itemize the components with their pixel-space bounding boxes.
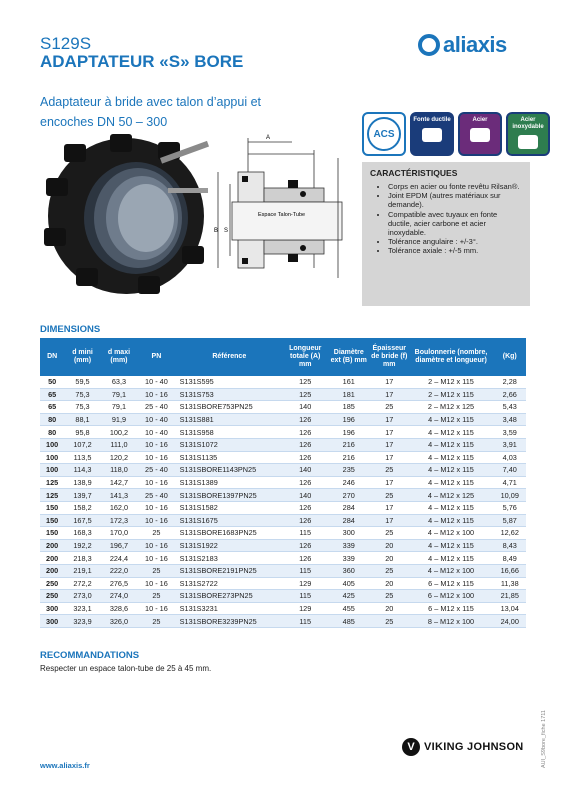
table-cell: 10 - 16: [137, 438, 175, 451]
table-cell: 10 - 16: [137, 514, 175, 527]
table-cell: 168,3: [64, 527, 100, 540]
list-item: • Joint EPDM (autres matériaux sur demande).: [388, 191, 522, 209]
table-cell: 4 – M12 x 115: [408, 426, 493, 439]
table-cell: 339: [328, 539, 371, 552]
table-cell: S131SBORE3239PN25: [176, 615, 283, 628]
table-row: [40, 401, 526, 414]
table-cell: 17: [370, 388, 408, 401]
table-row: [40, 501, 526, 514]
table-cell: 20: [370, 539, 408, 552]
table-cell: 25: [370, 401, 408, 414]
table-cell: 65: [40, 388, 64, 401]
table-cell: 218,3: [64, 552, 100, 565]
table-cell: 126: [283, 438, 328, 451]
table-cell: S131S958: [176, 426, 283, 439]
table-cell: 246: [328, 476, 371, 489]
table-cell: 405: [328, 577, 371, 590]
table-cell: 270: [328, 489, 371, 502]
table-cell: 129: [283, 577, 328, 590]
table-cell: 25: [137, 527, 175, 540]
table-cell: 273,0: [64, 590, 100, 603]
table-cell: 8 – M12 x 100: [408, 615, 493, 628]
col-header: Boulonnerie (nombre, diamètre et longueur): [408, 338, 493, 376]
table-cell: 126: [283, 539, 328, 552]
table-cell: 17: [370, 426, 408, 439]
table-row: [40, 527, 526, 540]
table-cell: 150: [40, 527, 64, 540]
table-cell: 17: [370, 438, 408, 451]
table-cell: 181: [328, 388, 371, 401]
table-cell: 115: [283, 590, 328, 603]
logo-text: aliaxis: [443, 32, 507, 57]
table-cell: 6 – M12 x 100: [408, 590, 493, 603]
table-cell: 17: [370, 514, 408, 527]
table-cell: 323,9: [64, 615, 100, 628]
table-cell: 25: [137, 615, 175, 628]
table-cell: 25 - 40: [137, 401, 175, 414]
table-cell: 125: [283, 376, 328, 388]
table-cell: 3,59: [494, 426, 526, 439]
table-cell: 25: [370, 564, 408, 577]
table-cell: 200: [40, 552, 64, 565]
table-row: [40, 539, 526, 552]
table-cell: 126: [283, 514, 328, 527]
table-cell: 216: [328, 438, 371, 451]
table-cell: 25: [370, 590, 408, 603]
table-cell: 100,2: [101, 426, 137, 439]
table-cell: 65: [40, 401, 64, 414]
table-cell: 125: [40, 489, 64, 502]
table-cell: 326,0: [101, 615, 137, 628]
viking-johnson-logo: [402, 738, 524, 756]
table-cell: 185: [328, 401, 371, 414]
table-cell: 24,00: [494, 615, 526, 628]
table-cell: S131SBORE1397PN25: [176, 489, 283, 502]
characteristics-title: CARACTÉRISTIQUES: [370, 168, 458, 178]
table-cell: S131S1135: [176, 451, 283, 464]
table-cell: 125: [40, 476, 64, 489]
table-row: [40, 489, 526, 502]
table-cell: 17: [370, 501, 408, 514]
list-item: • Tolérance axiale : +/-5 mm.: [388, 246, 522, 255]
table-cell: 5,87: [494, 514, 526, 527]
recommendations-title: RECOMMANDATIONS: [40, 650, 140, 661]
table-cell: 50: [40, 376, 64, 388]
col-header: d maxi (mm): [101, 338, 137, 376]
table-cell: 4 – M12 x 100: [408, 564, 493, 577]
table-row: [40, 590, 526, 603]
table-cell: 115: [283, 527, 328, 540]
table-cell: 2,66: [494, 388, 526, 401]
pipe-icon: [470, 128, 490, 142]
table-cell: 216: [328, 451, 371, 464]
table-cell: 7,40: [494, 464, 526, 477]
table-cell: 75,3: [64, 388, 100, 401]
table-cell: 8,43: [494, 539, 526, 552]
dim-s-label: S: [224, 228, 229, 234]
table-cell: 172,3: [101, 514, 137, 527]
table-cell: S131S1922: [176, 539, 283, 552]
table-cell: S131SBORE2191PN25: [176, 564, 283, 577]
table-cell: 126: [283, 476, 328, 489]
table-cell: 4 – M12 x 115: [408, 438, 493, 451]
dimensions-table-body: [40, 376, 526, 627]
document-code: AUI_S9bore_fiche 1711: [541, 710, 547, 768]
table-cell: 80: [40, 413, 64, 426]
table-cell: 95,8: [64, 426, 100, 439]
table-cell: 88,1: [64, 413, 100, 426]
table-cell: 274,0: [101, 590, 137, 603]
table-cell: 3,48: [494, 413, 526, 426]
table-cell: 10 - 40: [137, 426, 175, 439]
table-cell: 339: [328, 552, 371, 565]
table-cell: 17: [370, 476, 408, 489]
table-cell: 10 - 16: [137, 501, 175, 514]
cert-acs: [362, 112, 406, 156]
table-cell: 235: [328, 464, 371, 477]
table-cell: 2 – M12 x 115: [408, 388, 493, 401]
table-cell: 150: [40, 501, 64, 514]
col-header: Longueur totale (A) mm: [283, 338, 328, 376]
table-cell: S131SBORE1143PN25: [176, 464, 283, 477]
table-cell: 200: [40, 564, 64, 577]
table-cell: 125: [283, 388, 328, 401]
table-cell: 192,2: [64, 539, 100, 552]
table-cell: 4 – M12 x 115: [408, 413, 493, 426]
table-cell: 91,9: [101, 413, 137, 426]
table-row: [40, 564, 526, 577]
table-cell: 20: [370, 552, 408, 565]
certification-badges: [362, 112, 550, 156]
table-cell: 75,3: [64, 401, 100, 414]
table-cell: S131S1072: [176, 438, 283, 451]
table-cell: 222,0: [101, 564, 137, 577]
table-cell: 59,5: [64, 376, 100, 388]
table-cell: 113,5: [64, 451, 100, 464]
table-cell: 126: [283, 451, 328, 464]
table-cell: 158,2: [64, 501, 100, 514]
table-cell: 485: [328, 615, 371, 628]
table-cell: 126: [283, 413, 328, 426]
dim-a-label: A: [266, 135, 271, 141]
col-header: PN: [137, 338, 175, 376]
table-cell: 16,66: [494, 564, 526, 577]
table-cell: 10 - 40: [137, 413, 175, 426]
viking-v-icon: V: [402, 738, 420, 756]
table-cell: S131S1582: [176, 501, 283, 514]
table-cell: 140: [283, 464, 328, 477]
table-cell: 219,1: [64, 564, 100, 577]
cert-acier-inox: [506, 112, 550, 156]
table-cell: 10 - 16: [137, 451, 175, 464]
table-cell: 300: [328, 527, 371, 540]
table-cell: 120,2: [101, 451, 137, 464]
characteristics-box: [362, 162, 530, 306]
table-cell: S131SBORE753PN25: [176, 401, 283, 414]
table-cell: 200: [40, 539, 64, 552]
table-row: [40, 577, 526, 590]
table-cell: 25: [137, 590, 175, 603]
table-cell: 118,0: [101, 464, 137, 477]
table-cell: 140: [283, 401, 328, 414]
table-cell: 12,62: [494, 527, 526, 540]
table-cell: 10 - 16: [137, 602, 175, 615]
dimensions-table: [40, 338, 526, 628]
table-cell: 150: [40, 514, 64, 527]
table-cell: 161: [328, 376, 371, 388]
table-row: [40, 615, 526, 628]
pipe-icon: [422, 128, 442, 142]
product-code: S129S: [40, 34, 92, 53]
table-row: [40, 514, 526, 527]
list-item: • Tolérance angulaire : +/-3°.: [388, 237, 522, 246]
table-cell: 5,76: [494, 501, 526, 514]
cert-fonte-ductile: [410, 112, 454, 156]
table-cell: 170,0: [101, 527, 137, 540]
table-cell: 111,0: [101, 438, 137, 451]
col-header: (Kg): [494, 338, 526, 376]
table-cell: 4 – M12 x 115: [408, 552, 493, 565]
table-row: [40, 451, 526, 464]
table-cell: 10 - 16: [137, 552, 175, 565]
table-cell: 4 – M12 x 115: [408, 464, 493, 477]
table-row: [40, 464, 526, 477]
table-row: [40, 476, 526, 489]
table-cell: S131S2722: [176, 577, 283, 590]
table-cell: S131S1389: [176, 476, 283, 489]
table-cell: 6 – M12 x 115: [408, 577, 493, 590]
table-cell: 4 – M12 x 115: [408, 514, 493, 527]
footer-url-link[interactable]: www.aliaxis.fr: [40, 761, 90, 770]
table-cell: 162,0: [101, 501, 137, 514]
table-cell: 360: [328, 564, 371, 577]
table-row: [40, 388, 526, 401]
product-photo: [40, 128, 219, 298]
table-cell: 8,49: [494, 552, 526, 565]
table-cell: 25: [370, 527, 408, 540]
table-cell: 425: [328, 590, 371, 603]
cert-label: Acier inoxydable: [512, 117, 544, 130]
table-cell: 17: [370, 376, 408, 388]
table-cell: 250: [40, 590, 64, 603]
viking-johnson-text: VIKING JOHNSON: [424, 741, 524, 753]
table-cell: 25 - 40: [137, 489, 175, 502]
table-cell: 2,28: [494, 376, 526, 388]
table-cell: 10 - 16: [137, 476, 175, 489]
table-cell: 17: [370, 413, 408, 426]
table-cell: 79,1: [101, 388, 137, 401]
cert-label: Acier: [472, 117, 488, 123]
table-cell: 80: [40, 426, 64, 439]
table-cell: 5,43: [494, 401, 526, 414]
dimensions-title: DIMENSIONS: [40, 324, 101, 335]
col-header: Diamètre ext (B) mm: [328, 338, 371, 376]
table-cell: 21,85: [494, 590, 526, 603]
table-row: [40, 426, 526, 439]
col-header: Épaisseur de bride (f) mm: [370, 338, 408, 376]
table-cell: 25 - 40: [137, 464, 175, 477]
table-row: [40, 602, 526, 615]
page-subtitle: Adaptateur à bride avec talon d’appui et encoches DN 50 – 300: [40, 95, 261, 129]
table-cell: 100: [40, 451, 64, 464]
table-cell: 323,1: [64, 602, 100, 615]
table-cell: 6 – M12 x 115: [408, 602, 493, 615]
table-cell: 17: [370, 451, 408, 464]
table-cell: 20: [370, 577, 408, 590]
dim-b-label: B: [214, 228, 219, 234]
table-cell: 10,09: [494, 489, 526, 502]
table-cell: 4 – M12 x 115: [408, 501, 493, 514]
table-cell: 114,3: [64, 464, 100, 477]
table-cell: 100: [40, 464, 64, 477]
table-cell: 4 – M12 x 125: [408, 489, 493, 502]
table-cell: 4 – M12 x 115: [408, 476, 493, 489]
acs-badge-icon: ACS: [367, 117, 401, 151]
col-header: DN: [40, 338, 64, 376]
table-row: [40, 438, 526, 451]
list-item: • Compatible avec tuyaux en fonte ductile, acier carbone et acier inoxydable.: [388, 210, 522, 238]
table-cell: 328,6: [101, 602, 137, 615]
table-cell: 284: [328, 514, 371, 527]
list-item: • Corps en acier ou fonte revêtu Rilsan®.: [388, 182, 522, 191]
cert-label: Fonte ductile: [413, 117, 451, 123]
table-cell: S131SBORE1683PN25: [176, 527, 283, 540]
table-cell: 100: [40, 438, 64, 451]
table-cell: 4 – M12 x 115: [408, 451, 493, 464]
table-cell: 224,4: [101, 552, 137, 565]
table-cell: 140: [283, 489, 328, 502]
table-cell: 250: [40, 577, 64, 590]
table-cell: 10 - 40: [137, 376, 175, 388]
table-cell: 272,2: [64, 577, 100, 590]
table-cell: 139,7: [64, 489, 100, 502]
table-cell: S131S1675: [176, 514, 283, 527]
table-cell: 10 - 16: [137, 577, 175, 590]
table-header-row: [40, 338, 526, 376]
table-cell: 25: [370, 489, 408, 502]
technical-drawing: [214, 128, 356, 296]
table-cell: 126: [283, 552, 328, 565]
table-cell: 455: [328, 602, 371, 615]
table-cell: 126: [283, 426, 328, 439]
table-cell: 141,3: [101, 489, 137, 502]
table-cell: 11,38: [494, 577, 526, 590]
table-cell: 13,04: [494, 602, 526, 615]
table-cell: 196: [328, 426, 371, 439]
table-cell: S131S2183: [176, 552, 283, 565]
table-cell: 300: [40, 615, 64, 628]
table-cell: 142,7: [101, 476, 137, 489]
space-label: Espace Talon-Tube: [258, 212, 306, 218]
page-title: ADAPTATEUR «S» BORE: [40, 52, 244, 71]
table-cell: 167,5: [64, 514, 100, 527]
table-row: [40, 376, 526, 388]
table-cell: 25: [137, 564, 175, 577]
pipe-icon: [518, 135, 538, 149]
table-row: [40, 552, 526, 565]
table-cell: 107,2: [64, 438, 100, 451]
logo-ring-icon: [418, 34, 440, 56]
characteristics-list: [370, 182, 522, 256]
recommendations-text: Respecter un espace talon-tube de 25 à 45 mm.: [40, 664, 212, 673]
table-cell: 79,1: [101, 401, 137, 414]
table-cell: 2 – M12 x 115: [408, 376, 493, 388]
table-cell: 4 – M12 x 115: [408, 539, 493, 552]
table-cell: S131S881: [176, 413, 283, 426]
table-cell: S131S753: [176, 388, 283, 401]
table-cell: 126: [283, 501, 328, 514]
table-cell: 3,91: [494, 438, 526, 451]
table-cell: 25: [370, 615, 408, 628]
table-cell: 63,3: [101, 376, 137, 388]
table-cell: S131SBORE273PN25: [176, 590, 283, 603]
table-cell: S131S595: [176, 376, 283, 388]
cert-acier: [458, 112, 502, 156]
table-cell: 2 – M12 x 125: [408, 401, 493, 414]
table-cell: 4,03: [494, 451, 526, 464]
table-row: [40, 413, 526, 426]
table-cell: 10 - 16: [137, 388, 175, 401]
table-cell: 25: [370, 464, 408, 477]
table-cell: S131S3231: [176, 602, 283, 615]
table-cell: 10 - 16: [137, 539, 175, 552]
table-cell: 115: [283, 615, 328, 628]
col-header: d mini (mm): [64, 338, 100, 376]
col-header: Référence: [176, 338, 283, 376]
table-cell: 196: [328, 413, 371, 426]
table-cell: 4,71: [494, 476, 526, 489]
table-cell: 276,5: [101, 577, 137, 590]
table-cell: 4 – M12 x 100: [408, 527, 493, 540]
table-cell: 196,7: [101, 539, 137, 552]
table-cell: 20: [370, 602, 408, 615]
table-cell: 115: [283, 564, 328, 577]
table-cell: 138,9: [64, 476, 100, 489]
table-cell: 129: [283, 602, 328, 615]
aliaxis-logo: [418, 32, 507, 58]
table-cell: 284: [328, 501, 371, 514]
table-cell: 300: [40, 602, 64, 615]
